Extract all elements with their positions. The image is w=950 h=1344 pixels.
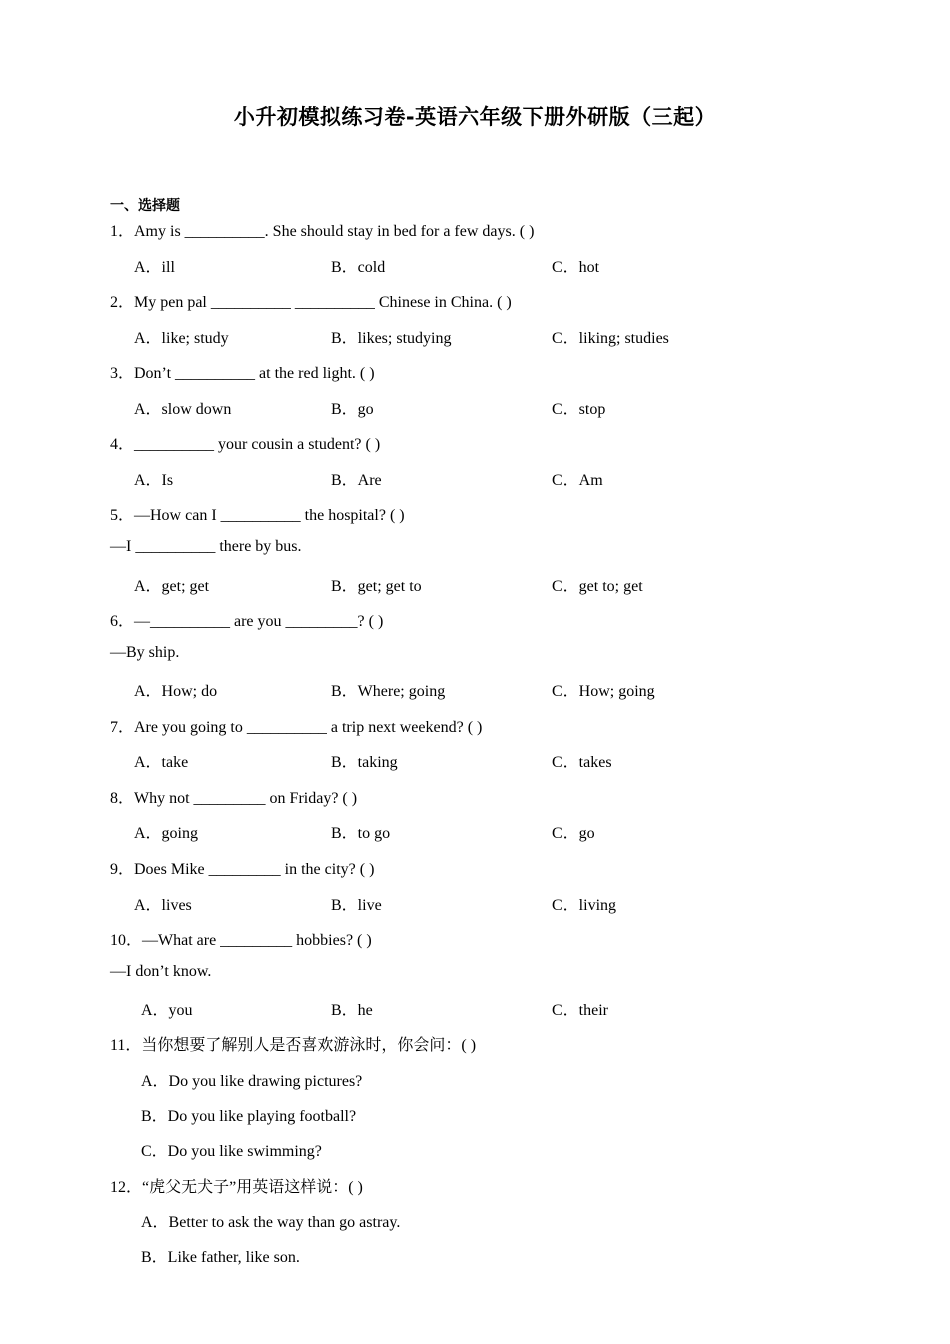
question-5: 5．—How can I __________ the hospital? ( ): [110, 507, 405, 524]
q3-option-c: C．stop: [552, 401, 606, 418]
question-10-response: —I don’t know.: [110, 963, 212, 980]
q1-option-b: B．cold: [331, 259, 386, 276]
q12-option-b: B．Like father, like son.: [141, 1249, 300, 1266]
q11-option-a: A．Do you like drawing pictures?: [141, 1073, 363, 1090]
q5-option-c: C．get to; get: [552, 578, 643, 595]
q2-option-a: A．like; study: [134, 330, 229, 347]
q8-option-b: B．to go: [331, 825, 391, 842]
question-8: 8．Why not _________ on Friday? ( ): [110, 790, 358, 807]
q11-option-b: B．Do you like playing football?: [141, 1108, 357, 1125]
q1-option-a: A．ill: [134, 259, 175, 276]
section-heading: 一、选择题: [110, 198, 180, 214]
question-3: 3．Don’t __________ at the red light. ( ): [110, 365, 375, 382]
q7-option-b: B．taking: [331, 754, 398, 771]
q6-option-c: C．How; going: [552, 683, 655, 700]
question-12: 12．“虎父无犬子”用英语这样说：( ): [110, 1179, 363, 1196]
question-4: 4．__________ your cousin a student? ( ): [110, 436, 381, 453]
question-6-response: —By ship.: [110, 644, 180, 661]
q5-option-b: B．get; get to: [331, 578, 422, 595]
q8-option-c: C．go: [552, 825, 595, 842]
q4-option-c: C．Am: [552, 472, 603, 489]
question-1: 1．Amy is __________. She should stay in bed for a few days. ( ): [110, 223, 535, 240]
question-9: 9．Does Mike _________ in the city? ( ): [110, 861, 375, 878]
page-title: 小升初模拟练习卷-英语六年级下册外研版（三起）: [233, 105, 717, 129]
q3-option-b: B．go: [331, 401, 374, 418]
q1-option-c: C．hot: [552, 259, 600, 276]
question-6: 6．—__________ are you _________? ( ): [110, 613, 384, 630]
q7-option-a: A．take: [134, 754, 189, 771]
question-11: 11．当你想要了解别人是否喜欢游泳时，你会问：( ): [110, 1037, 477, 1054]
q9-option-a: A．lives: [134, 897, 192, 914]
q2-option-c: C．liking; studies: [552, 330, 669, 347]
question-10: 10．—What are _________ hobbies? ( ): [110, 932, 372, 949]
question-2: 2．My pen pal __________ __________ Chinese in China. ( ): [110, 294, 512, 311]
q4-option-a: A．Is: [134, 472, 174, 489]
q7-option-c: C．takes: [552, 754, 612, 771]
q6-option-b: B．Where; going: [331, 683, 446, 700]
q6-option-a: A．How; do: [134, 683, 218, 700]
q4-option-b: B．Are: [331, 472, 382, 489]
q11-option-c: C．Do you like swimming?: [141, 1143, 322, 1160]
question-5-response: —I __________ there by bus.: [110, 538, 302, 555]
question-7: 7．Are you going to __________ a trip next weekend? ( ): [110, 719, 483, 736]
q8-option-a: A．going: [134, 825, 199, 842]
q3-option-a: A．slow down: [134, 401, 232, 418]
q5-option-a: A．get; get: [134, 578, 210, 595]
q10-option-c: C．their: [552, 1002, 608, 1019]
q9-option-c: C．living: [552, 897, 617, 914]
q2-option-b: B．likes; studying: [331, 330, 452, 347]
q10-option-b: B．he: [331, 1002, 373, 1019]
q10-option-a: A．you: [141, 1002, 193, 1019]
q9-option-b: B．live: [331, 897, 382, 914]
q12-option-a: A．Better to ask the way than go astray.: [141, 1214, 401, 1231]
